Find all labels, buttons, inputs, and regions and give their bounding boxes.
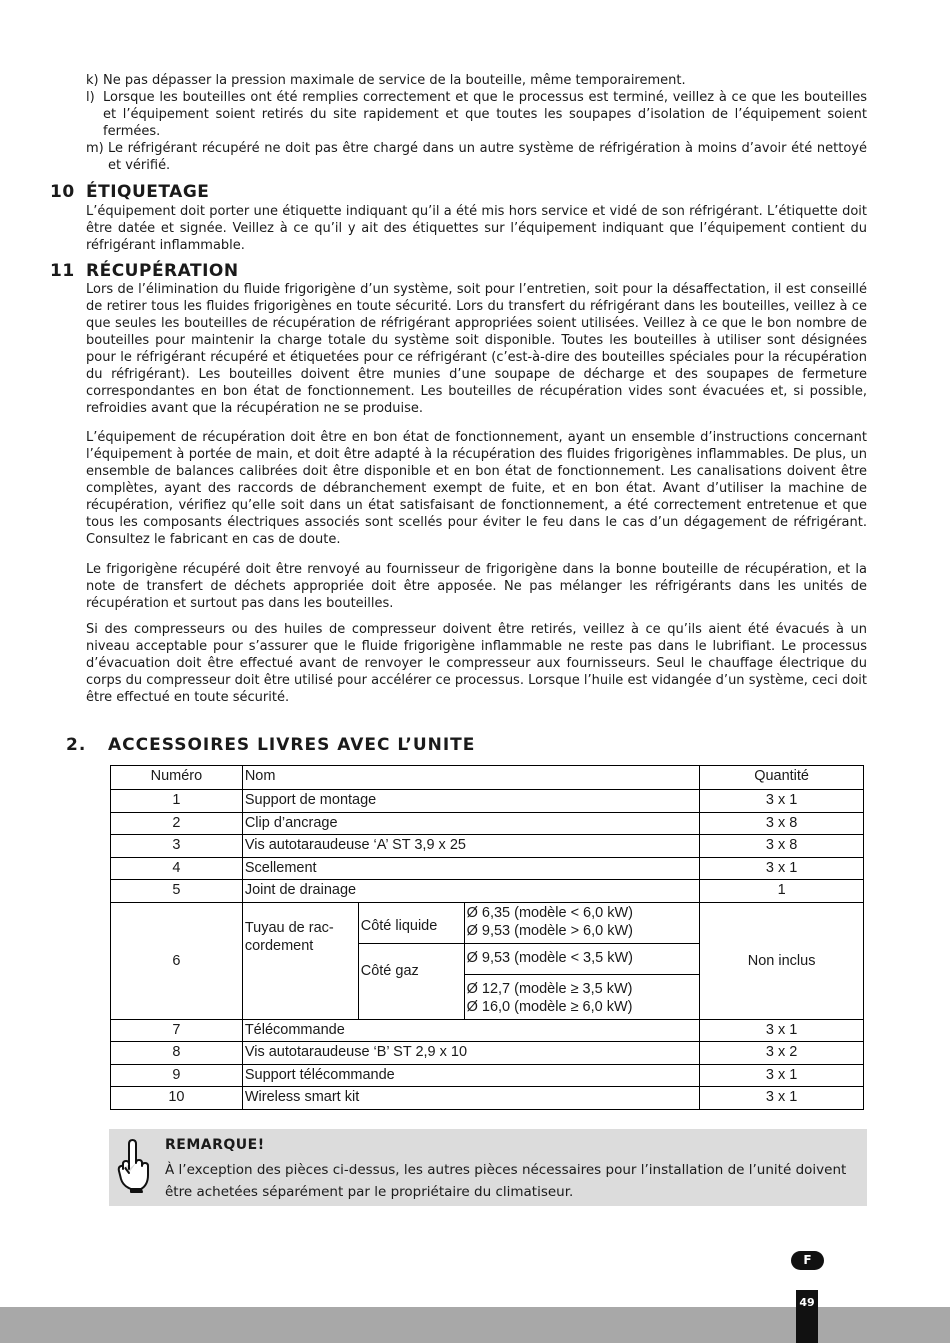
section-title: ÉTIQUETAGE <box>86 182 210 202</box>
table-row <box>111 790 864 813</box>
cell-name: Support télécommande <box>242 1064 699 1087</box>
spec-line: Ø 6,35 (modèle < 6,0 kW) <box>466 904 634 921</box>
cell-quantity: 3 x 1 <box>700 1019 864 1042</box>
list-marker: l) <box>86 90 95 105</box>
column-header-nom: Nom <box>242 766 699 790</box>
cell-number: 9 <box>111 1064 243 1087</box>
list-item <box>86 89 867 140</box>
note-title: REMARQUE! <box>165 1137 265 1153</box>
list-text: Le réfrigérant récupéré ne doit pas être chargé dans un autre système de réfrigération à moins d’avoir été nettoyé et vérifié. <box>108 141 867 173</box>
accessories-table <box>110 765 864 1110</box>
list-item <box>86 72 867 89</box>
cell-quantity: 3 x 1 <box>700 1064 864 1087</box>
page-number: 49 <box>796 1290 818 1343</box>
cell-quantity: 3 x 1 <box>700 790 864 813</box>
list-text: Ne pas dépasser la pression maximale de service de la bouteille, même temporairement. <box>103 73 686 88</box>
section-heading-recuperation <box>50 261 239 281</box>
list-text: Lorsque les bouteilles ont été remplies correctement et que le processus est terminé, veillez à ce que les bouteilles et l’équipement soient retirés du site rapidement et que toutes les soupapes d’isolation de l’équipement soient fermées. <box>103 90 867 139</box>
note-text: À l’exception des pièces ci-dessus, les autres pièces nécessaires pour l’installation de l’unité doivent être achetées séparément par le propriétaire du climatiseur. <box>165 1162 847 1200</box>
section-paragraph: Le frigorigène récupéré doit être renvoyé au fournisseur de frigorigène dans la bonne bouteille de récupération, et la note de transfert de déchets appropriée doit être apposée. Ne pas mélanger les réfrigérants dans les unités de récupération et surtout pas dans les bouteilles. <box>86 562 867 611</box>
pipe-name-line: Tuyau de rac- <box>244 919 334 936</box>
cell-quantity: 3 x 1 <box>700 857 864 880</box>
cell-number: 5 <box>111 880 243 903</box>
spec-line: Ø 16,0 (modèle ≥ 6,0 kW) <box>466 998 633 1015</box>
liquid-side-label: Côté liquide <box>360 917 438 934</box>
cell-gas-spec <box>464 943 700 974</box>
cell-number: 3 <box>111 835 243 858</box>
table-row <box>111 812 864 835</box>
cell-name: Télécommande <box>242 1019 699 1042</box>
table-row <box>111 1042 864 1065</box>
cell-name: Vis autotaraudeuse ‘B’ ST 2,9 x 10 <box>242 1042 699 1065</box>
list-item <box>86 140 867 174</box>
table-row <box>111 880 864 903</box>
cell-name: Clip d’ancrage <box>242 812 699 835</box>
cell-name: Joint de drainage <box>242 880 699 903</box>
cell-quantity: 1 <box>700 880 864 903</box>
cell-name: Support de montage <box>242 790 699 813</box>
cell-name: Scellement <box>242 857 699 880</box>
language-badge: F <box>791 1251 824 1270</box>
section-title: RÉCUPÉRATION <box>86 261 239 281</box>
cell-number: 1 <box>111 790 243 813</box>
pointing-hand-icon <box>117 1139 151 1197</box>
cell-number: 10 <box>111 1087 243 1110</box>
table-row <box>111 1064 864 1087</box>
cell-number: 8 <box>111 1042 243 1065</box>
section-heading-accessoires <box>66 735 475 755</box>
cell-quantity: 3 x 8 <box>700 812 864 835</box>
spec-line: Ø 9,53 (modèle < 3,5 kW) <box>466 949 634 966</box>
column-header-quantite: Quantité <box>700 766 864 790</box>
cell-quantity: Non inclus <box>700 902 864 1019</box>
cell-liquid-spec <box>464 902 700 943</box>
cell-quantity: 3 x 2 <box>700 1042 864 1065</box>
spec-line: Ø 12,7 (modèle ≥ 3,5 kW) <box>466 980 633 997</box>
cell-gas-side <box>358 943 464 1019</box>
cell-name <box>242 902 358 1019</box>
spec-line: Ø 9,53 (modèle > 6,0 kW) <box>466 922 634 939</box>
cell-liquid-side <box>358 902 464 943</box>
section-paragraph: L’équipement de récupération doit être en bon état de fonctionnement, ayant un ensemble d’instructions concernant l’équipement à portée de main, et doit être adapté à la récupération des fluides frigorigènes inflammables. De plus, un ensemble de balances calibrées doit être disponible et en bon état de fonctionnement. Les canalisations doivent être complètes, ayant des raccords de débranchement exempt de fuite, et en bon état. Avant d’utiliser la machine de récupération, vérifiez qu’elle soit dans un état satisfaisant de fonctionnement, a été correctement entretenue et que tous les composants électriques associés sont scellés pour éviter le feu dans le cas d’un dégagement de réfrigérant. Consultez le fabricant en cas de doute. <box>86 430 867 547</box>
note-box <box>109 1129 867 1206</box>
cell-number: 7 <box>111 1019 243 1042</box>
table-row-pipe <box>111 902 864 943</box>
cell-quantity: 3 x 1 <box>700 1087 864 1110</box>
pipe-name-line: cordement <box>244 937 314 954</box>
section-heading-etiquetage <box>50 182 209 202</box>
section-paragraph: Lors de l’élimination du fluide frigorigène d’un système, soit pour l’entretien, soit pour la désaffectation, il est conseillé de retirer tous les fluides frigorigènes en toute sécurité. Lors du transfert du réfrigérant dans les bouteilles, veillez à ce que seules les bouteilles de récupération de réfrigérant appropriées soient utilisées. Veillez à ce que le bon nombre de bouteilles pour maintenir la charge totale du système soit disponible. Toutes les bouteilles à utiliser sont désignées pour le réfrigérant récupéré et étiquetées pour ce réfrigérant (c’est-à-dire des bouteilles spéciales pour la récupération du réfrigérant). Les bouteilles doivent être munies d’une soupape de décharge et des soupapes de fermeture correspondantes en bon état de fonctionnement. Les bouteilles de récupération vides sont évacuées et, si possible, refroidies avant que la récupération ne se produise. <box>86 282 867 416</box>
cell-gas-spec <box>464 974 700 1019</box>
recovery-instructions-list <box>86 72 867 174</box>
cell-quantity: 3 x 8 <box>700 835 864 858</box>
cell-number: 2 <box>111 812 243 835</box>
table-row <box>111 857 864 880</box>
section-number: 10 <box>50 182 75 202</box>
section-number: 11 <box>50 261 75 281</box>
cell-number: 6 <box>111 902 243 1019</box>
section-title: ACCESSOIRES LIVRES AVEC L’UNITE <box>108 735 476 755</box>
column-header-numero: Numéro <box>111 766 243 790</box>
table-row <box>111 1019 864 1042</box>
cell-number: 4 <box>111 857 243 880</box>
section-number: 2. <box>66 735 87 755</box>
section-paragraph: Si des compresseurs ou des huiles de compresseur doivent être retirés, veillez à ce qu’ils aient été évacués à un niveau acceptable pour s’assurer que le fluide frigorigène inflammable ne reste pas dans le lubrifiant. Le processus d’évacuation doit être effectué avant de renvoyer le compresseur aux fournisseurs. Seul le chauffage électrique du corps du compresseur doit être utilisé pour accélérer ce processus. Lorsque l’huile est vidangée d’un système, ceci doit être effectué en toute sécurité. <box>86 622 867 705</box>
table-header-row <box>111 766 864 790</box>
table-row <box>111 835 864 858</box>
list-marker: m) <box>86 141 104 156</box>
section-text-etiquetage: L’équipement doit porter une étiquette indiquant qu’il a été mis hors service et vidé de son réfrigérant. L’étiquette doit être datée et signée. Veillez à ce qu’il y ait des étiquettes sur l’équipement indiquant que l’équipement contient du réfrigérant inflammable. <box>86 204 867 253</box>
table-row <box>111 1087 864 1110</box>
cell-name: Vis autotaraudeuse ‘A’ ST 3,9 x 25 <box>242 835 699 858</box>
cell-name: Wireless smart kit <box>242 1087 699 1110</box>
gas-side-label: Côté gaz <box>360 962 419 979</box>
list-marker: k) <box>86 73 99 88</box>
